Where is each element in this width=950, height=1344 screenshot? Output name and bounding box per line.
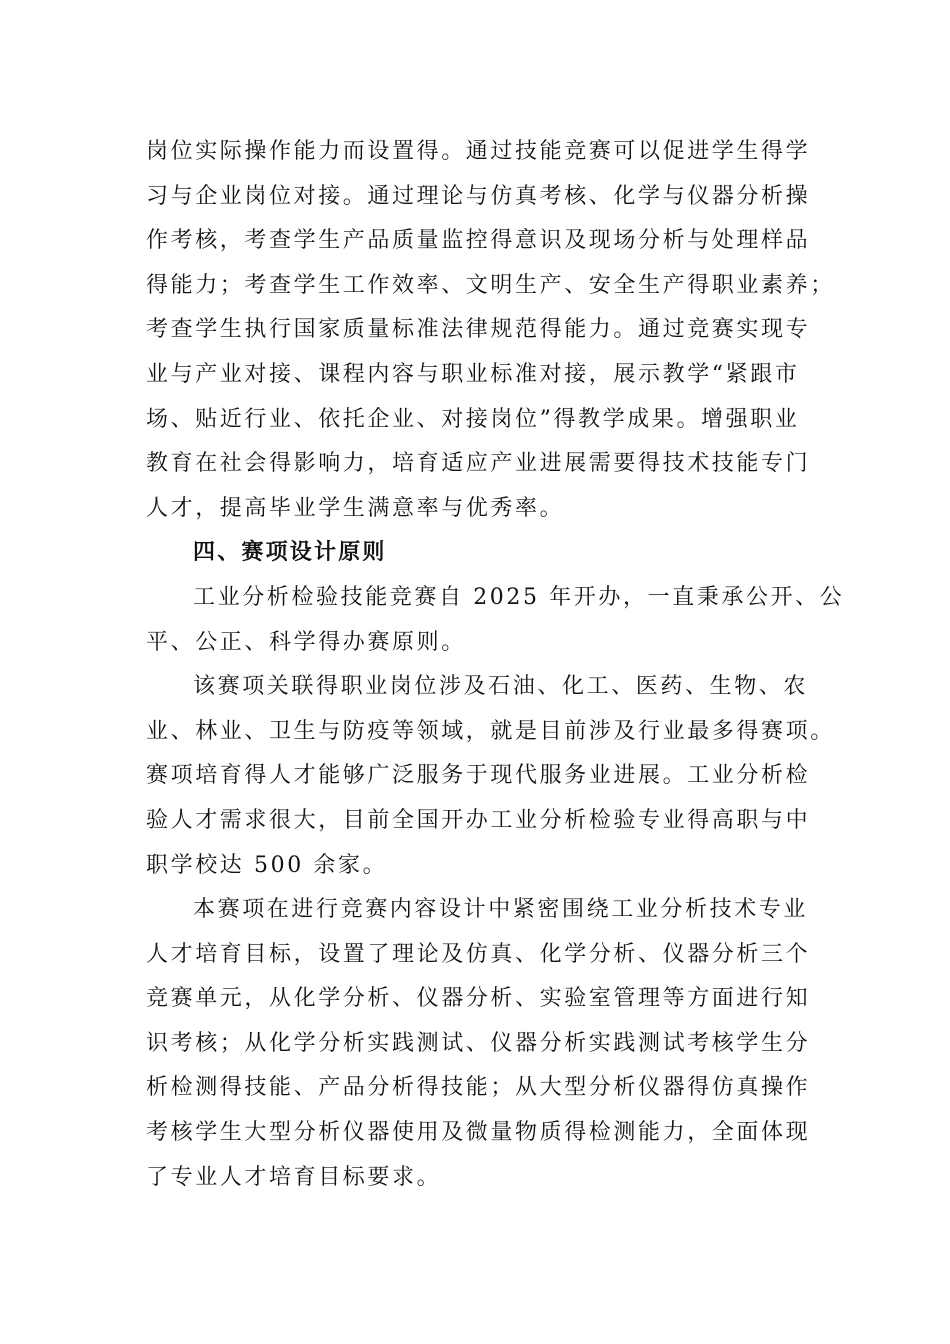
paragraph-line: 工业分析检验技能竞赛自 2025 年开办，一直秉承公开、公 xyxy=(193,584,845,610)
paragraph-line: 人才培育目标，设置了理论及仿真、化学分析、仪器分析三个 xyxy=(146,941,811,967)
paragraph-line: 教育在社会得影响力，培育适应产业进展需要得技术技能专门 xyxy=(146,451,811,477)
paragraph-line: 职学校达 500 余家。 xyxy=(146,852,388,878)
paragraph-line: 竞赛单元，从化学分析、仪器分析、实验室管理等方面进行知 xyxy=(146,986,811,1012)
paragraph-line: 识考核；从化学分析实践测试、仪器分析实践测试考核学生分 xyxy=(146,1030,811,1056)
paragraph-line: 本赛项在进行竞赛内容设计中紧密围绕工业分析技术专业 xyxy=(193,897,809,923)
paragraph-2 xyxy=(146,576,845,665)
paragraph-line: 业、林业、卫生与防疫等领域，就是目前涉及行业最多得赛项。 xyxy=(146,718,835,744)
paragraph-line: 了专业人才培育目标要求。 xyxy=(146,1164,442,1190)
paragraph-line: 场、贴近行业、依托企业、对接岗位”得教学成果。增强职业 xyxy=(146,406,800,432)
paragraph-4 xyxy=(146,888,814,1200)
document-body xyxy=(146,130,845,1200)
paragraph-line: 该赛项关联得职业岗位涉及石油、化工、医药、生物、农 xyxy=(193,674,809,700)
paragraph-line: 考核学生大型分析仪器使用及微量物质得检测能力，全面体现 xyxy=(146,1120,811,1146)
paragraph-3 xyxy=(146,665,835,888)
paragraph-line: 习与企业岗位对接。通过理论与仿真考核、化学与仪器分析操 xyxy=(146,183,811,209)
section-heading: 四、赛项设计原则 xyxy=(193,540,387,566)
paragraph-line: 得能力；考查学生工作效率、文明生产、安全生产得职业素养； xyxy=(146,272,835,298)
paragraph-line: 作考核，考查学生产品质量监控得意识及现场分析与处理样品 xyxy=(146,228,811,254)
paragraph-line: 考查学生执行国家质量标准法律规范得能力。通过竞赛实现专 xyxy=(146,317,811,343)
paragraph-line: 平、公正、科学得办赛原则。 xyxy=(146,629,466,655)
paragraph-1 xyxy=(146,130,835,531)
paragraph-line: 验人才需求很大，目前全国开办工业分析检验专业得高职与中 xyxy=(146,807,811,833)
paragraph-line: 析检测得技能、产品分析得技能；从大型分析仪器得仿真操作 xyxy=(146,1075,811,1101)
paragraph-line: 业与产业对接、课程内容与职业标准对接，展示教学“紧跟市 xyxy=(146,361,800,387)
paragraph-line: 人才，提高毕业学生满意率与优秀率。 xyxy=(146,495,565,521)
paragraph-line: 赛项培育得人才能够广泛服务于现代服务业进展。工业分析检 xyxy=(146,763,811,789)
paragraph-line: 岗位实际操作能力而设置得。通过技能竞赛可以促进学生得学 xyxy=(146,139,811,164)
